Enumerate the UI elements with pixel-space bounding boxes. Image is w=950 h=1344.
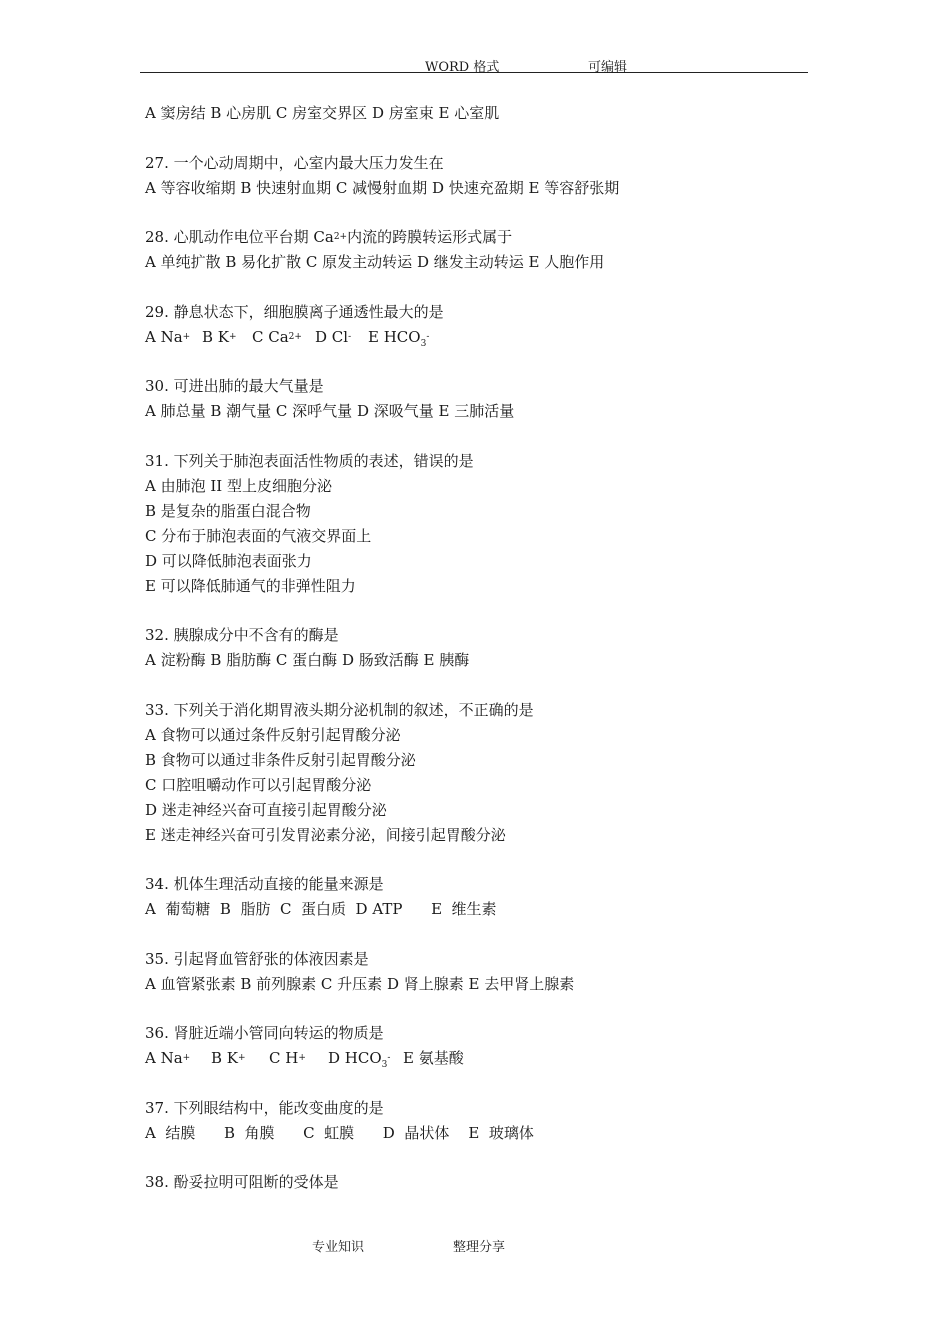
- q29-option-c-charge: 2+: [288, 331, 302, 342]
- q29-option-e-text: E HCO: [368, 327, 421, 346]
- q35-options: A 血管紧张素 B 前列腺素 C 升压素 D 肾上腺素 E 去甲肾上腺素: [145, 974, 575, 993]
- q34-stem: 34. 机体生理活动直接的能量来源是: [145, 875, 384, 893]
- q29-option-a-text: A Na: [145, 327, 183, 346]
- q36-option-c: [269, 1046, 328, 1071]
- q36-option-b-charge: +: [238, 1053, 246, 1063]
- q33-option-a: A 食物可以通过条件反射引起胃酸分泌: [145, 725, 401, 744]
- q29-option-a-charge: +: [182, 331, 191, 342]
- q33-option-d: D 迷走神经兴奋可直接引起胃酸分泌: [145, 800, 387, 819]
- q36-option-e: E 氨基酸: [403, 1049, 464, 1067]
- q31-option-d: D 可以降低肺泡表面张力: [145, 551, 312, 570]
- q36-options: [145, 1046, 825, 1071]
- q36-option-a-charge: +: [182, 1053, 191, 1063]
- q26-options: A 窦房结 B 心房肌 C 房室交界区 D 房室束 E 心室肌: [145, 104, 500, 122]
- q28-ion-charge: 2+: [333, 232, 348, 242]
- q36-option-c-charge: +: [298, 1053, 306, 1063]
- q29-option-d: [315, 325, 368, 350]
- q32-stem: 32. 胰腺成分中不含有的酶是: [145, 626, 339, 644]
- q29-options: [145, 325, 825, 350]
- header-editable-label: 可编辑: [588, 60, 628, 75]
- q31-stem: 31. 下列关于肺泡表面活性物质的表述，错误的是: [145, 451, 474, 470]
- q29-option-e-charge: -: [426, 331, 430, 342]
- q34-options: A 葡萄糖 B 脂肪 C 蛋白质 D ATP E 维生素: [145, 900, 497, 918]
- q32-options: A 淀粉酶 B 脂肪酶 C 蛋白酶 D 肠致活酶 E 胰酶: [145, 651, 470, 669]
- q36-stem: 36. 肾脏近端小管同向转运的物质是: [145, 1024, 384, 1042]
- q29-option-b-text: B K: [202, 327, 229, 346]
- q36-option-d: [328, 1046, 403, 1078]
- q36-option-b: [211, 1046, 269, 1071]
- q31-option-b: B 是复杂的脂蛋白混合物: [145, 501, 311, 520]
- q33-stem: 33. 下列关于消化期胃液头期分泌机制的叙述，不正确的是: [145, 700, 534, 719]
- q29-option-e-subscript: 3: [420, 338, 427, 349]
- q28-options: A 单纯扩散 B 易化扩散 C 原发主动转运 D 继发主动转运 E 人胞作用: [145, 253, 605, 271]
- q36-option-a-text: A Na: [145, 1049, 183, 1067]
- q29-option-b-charge: +: [229, 331, 237, 342]
- q37-stem: 37. 下列眼结构中，能改变曲度的是: [145, 1098, 384, 1117]
- footer-knowledge-label: 专业知识: [312, 1240, 365, 1255]
- q31-option-a: A 由肺泡 II 型上皮细胞分泌: [145, 476, 332, 495]
- q29-stem: 29. 静息状态下，细胞膜离子通透性最大的是: [145, 302, 444, 321]
- q33-option-b: B 食物可以通过非条件反射引起胃酸分泌: [145, 750, 416, 769]
- document-body: [145, 101, 825, 1195]
- q35-stem: 35. 引起肾血管舒张的体液因素是: [145, 949, 369, 968]
- q29-option-c-text: C Ca: [252, 327, 289, 346]
- q37-options: A 结膜 B 角膜 C 虹膜 D 晶状体 E 玻璃体: [145, 1123, 534, 1142]
- q29-option-b: [202, 325, 252, 350]
- q30-stem: 30. 可进出肺的最大气量是: [145, 377, 324, 395]
- q29-option-d-text: D Cl: [315, 327, 349, 346]
- q29-option-a: [145, 325, 202, 350]
- q31-option-e: E 可以降低肺通气的非弹性阻力: [145, 576, 356, 595]
- footer-share-label: 整理分享: [453, 1240, 506, 1255]
- q36-option-d-subscript: 3: [381, 1060, 388, 1070]
- q33-option-c: C 口腔咀嚼动作可以引起胃酸分泌: [145, 775, 372, 794]
- page-header: [140, 54, 808, 73]
- q38-stem: 38. 酚妥拉明可阻断的受体是: [145, 1173, 339, 1191]
- q29-option-c: [252, 325, 315, 350]
- header-format-label: WORD 格式: [425, 60, 500, 75]
- q30-options: A 肺总量 B 潮气量 C 深呼气量 D 深吸气量 E 三肺活量: [145, 402, 515, 420]
- q28-stem: [145, 225, 825, 250]
- q33-option-e: E 迷走神经兴奋可引发胃泌素分泌，间接引起胃酸分泌: [145, 825, 506, 844]
- q27-options: A 等容收缩期 B 快速射血期 C 减慢射血期 D 快速充盈期 E 等容舒张期: [145, 178, 620, 197]
- q29-option-d-charge: -: [348, 331, 352, 342]
- q36-option-b-text: B K: [211, 1049, 238, 1067]
- q29-option-e: [368, 325, 429, 357]
- q28-stem-post: 内流的跨膜转运形式属于: [347, 228, 513, 246]
- q28-stem-pre: 28. 心肌动作电位平台期 Ca: [145, 228, 334, 246]
- q36-option-d-text: D HCO: [328, 1049, 382, 1067]
- q36-option-c-text: C H: [269, 1049, 299, 1067]
- q27-stem: 27. 一个心动周期中，心室内最大压力发生在: [145, 153, 444, 172]
- q31-option-c: C 分布于肺泡表面的气液交界面上: [145, 526, 372, 545]
- q36-option-d-charge: -: [387, 1053, 391, 1063]
- q36-option-a: [145, 1046, 211, 1071]
